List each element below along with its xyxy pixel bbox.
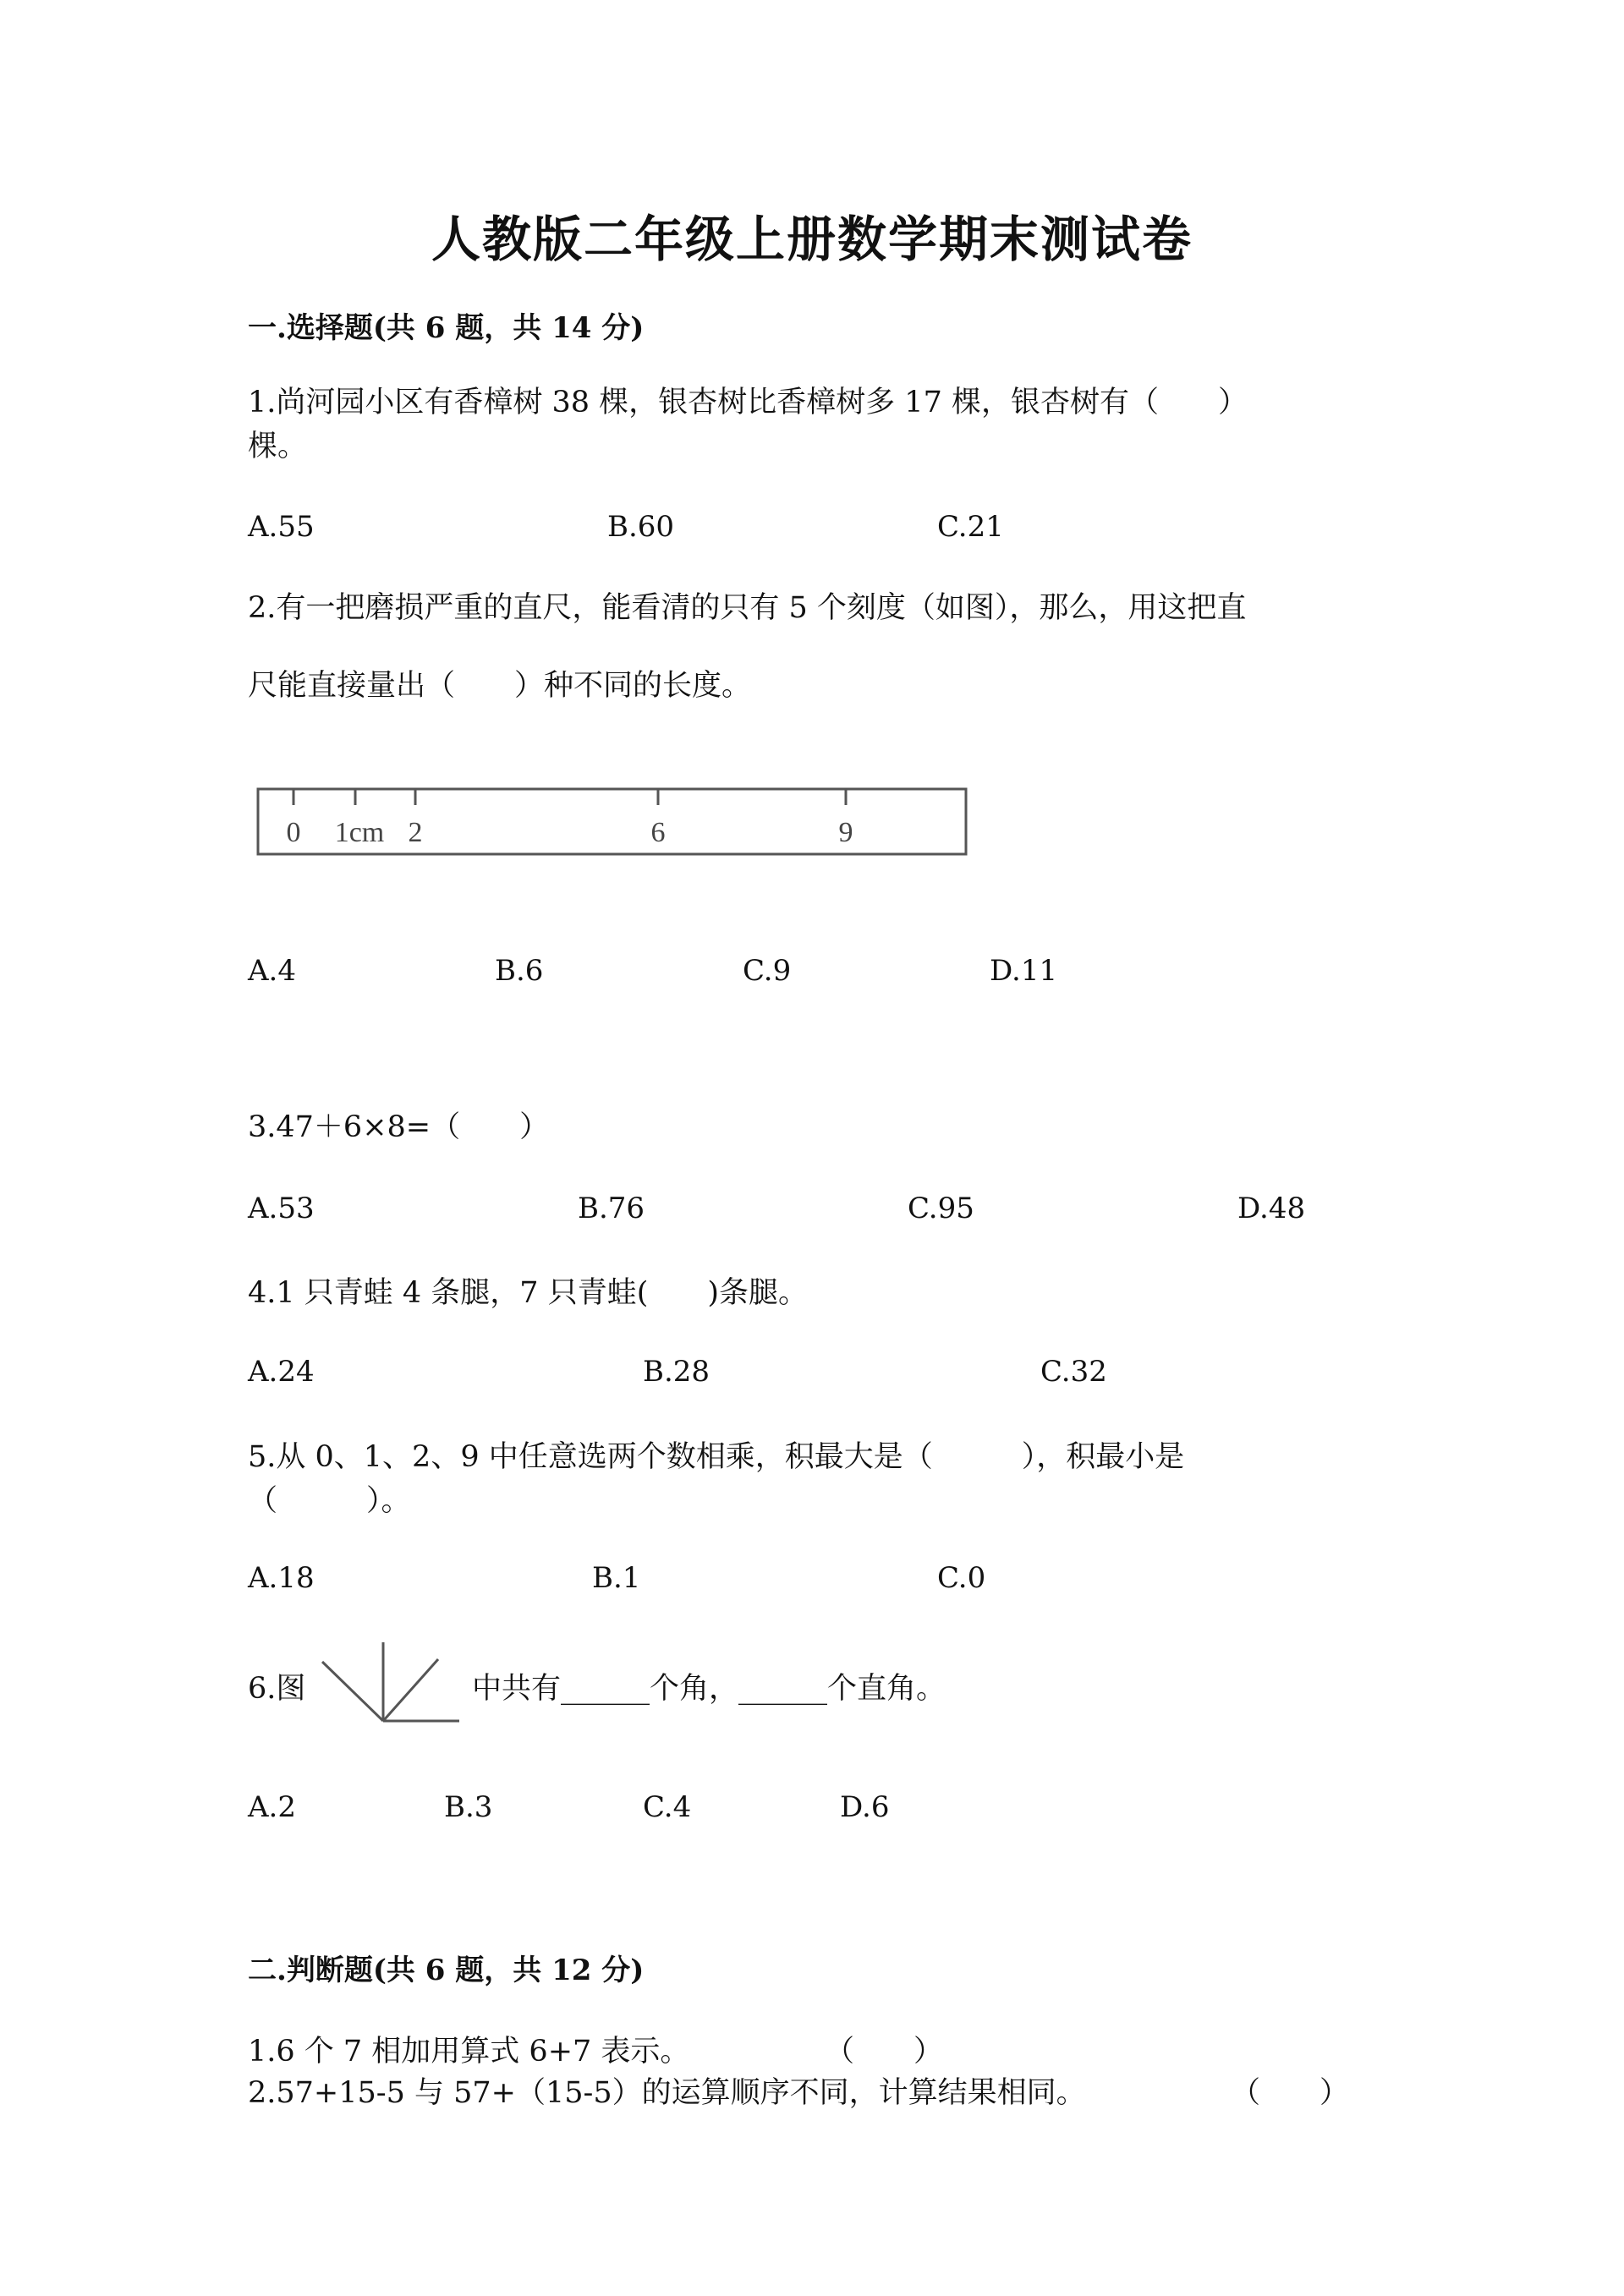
section-1-heading: 一.选择题(共 6 题，共 14 分): [248, 311, 645, 345]
question-2-line-1: 2.有一把磨损严重的直尺，能看清的只有 5 个刻度（如图），那么，用这把直: [248, 591, 1247, 625]
question-2-option-c: C.9: [743, 954, 792, 988]
judgment-2-text: 2.57+15-5 与 57+（15-5）的运算顺序不同，计算结果相同。: [248, 2076, 1086, 2110]
question-4-option-a: A.24: [248, 1355, 315, 1389]
question-6-prefix: 6.图: [248, 1672, 306, 1706]
question-5-option-a: A.18: [248, 1561, 315, 1595]
judgment-1-paren: （ ）: [825, 2035, 944, 2069]
question-5-line-2: （ ）。: [248, 1484, 411, 1518]
question-1-line-2: 棵。: [248, 430, 308, 463]
question-1-option-c: C.21: [937, 510, 1004, 544]
question-5-line-1: 5.从 0、1、2、9 中任意选两个数相乘，积最大是（ ），积最小是: [248, 1440, 1185, 1474]
question-3-option-a: A.53: [248, 1192, 315, 1225]
question-6-suffix: 中共有______个角，______个直角。: [472, 1672, 946, 1706]
question-6-option-d: D.6: [840, 1790, 890, 1824]
section-2-heading: 二.判断题(共 6 题，共 12 分): [248, 1954, 645, 1987]
question-3-option-d: D.48: [1237, 1192, 1306, 1225]
question-2-line-2: 尺能直接量出（ ）种不同的长度。: [248, 669, 752, 703]
question-6-option-b: B.3: [444, 1790, 493, 1824]
judgment-1-text: 1.6 个 7 相加用算式 6+7 表示。: [248, 2035, 690, 2069]
question-5-option-c: C.0: [937, 1561, 986, 1595]
question-2-option-b: B.6: [495, 954, 544, 988]
question-2-option-d: D.11: [990, 954, 1058, 988]
question-1-option-a: A.55: [248, 510, 315, 544]
angle-ray-left: [322, 1662, 383, 1721]
judgment-2-paren: （ ）: [1231, 2076, 1350, 2110]
question-1-option-b: B.60: [607, 510, 675, 544]
ruler-figure: [254, 782, 973, 858]
question-2-option-a: A.4: [248, 954, 296, 988]
question-4-option-c: C.32: [1040, 1355, 1107, 1389]
question-3-option-b: B.76: [578, 1192, 645, 1225]
ruler-label-6: 6: [650, 817, 666, 848]
question-1-line-1: 1.尚河园小区有香樟树 38 棵，银杏树比香樟树多 17 棵，银杏树有（ ）: [248, 386, 1248, 419]
question-5-option-b: B.1: [592, 1561, 641, 1595]
question-6-option-a: A.2: [248, 1790, 296, 1824]
ruler-label-9: 9: [838, 817, 853, 848]
question-3-line-1: 3.47＋6×8=（ ）: [248, 1110, 550, 1144]
ruler-label-2: 2: [408, 817, 423, 848]
question-6-option-c: C.4: [643, 1790, 692, 1824]
question-3-option-c: C.95: [908, 1192, 974, 1225]
ruler-label-0: 0: [286, 817, 301, 848]
question-4-line-1: 4.1 只青蛙 4 条腿，7 只青蛙( )条腿。: [248, 1276, 809, 1310]
angle-ray-right: [383, 1659, 438, 1721]
question-4-option-b: B.28: [643, 1355, 710, 1389]
page-title: 人教版二年级上册数学期末测试卷: [431, 211, 1193, 268]
angle-figure: [320, 1641, 464, 1725]
ruler-label-1cm: 1cm: [334, 817, 385, 848]
